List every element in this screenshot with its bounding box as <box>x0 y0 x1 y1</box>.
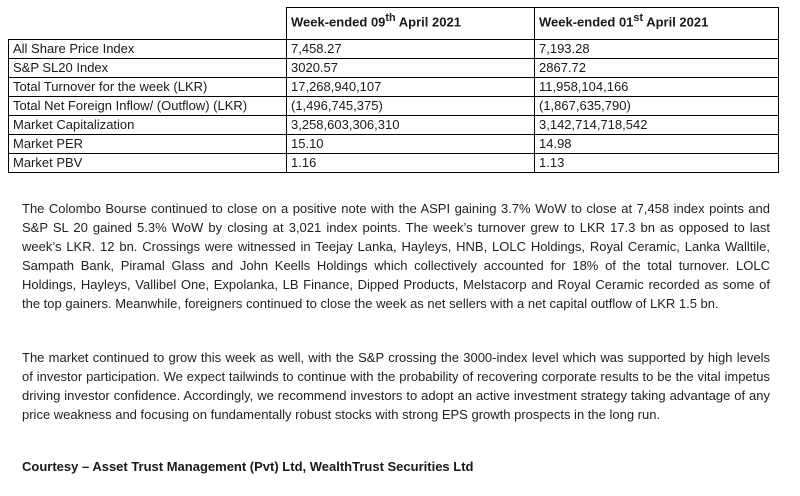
market-summary-table <box>8 7 779 173</box>
current-value: 7,458.27 <box>287 40 535 59</box>
previous-value: 14.98 <box>535 135 779 154</box>
header-previous-week: Week-ended 01st April 2021 <box>535 8 779 40</box>
table-row <box>9 116 779 135</box>
header-blank-cell <box>9 8 287 40</box>
table-header-row <box>9 8 779 40</box>
market-commentary-paragraph: The Colombo Bourse continued to close on a positive note with the ASPI gaining 3.7% WoW to close at 7,458 index points and S&P SL 20 gained 5.3% WoW by closing at 3,021 index points. The week’s turnover grew to LKR 17.3 bn as opposed to last week’s LKR. 12 bn. Crossings were witnessed in Teejay Lanka, Hayleys, HNB, LOLC Holdings, Royal Ceramic, Lanka Walltile, Sampath Bank, Piramal Glass and John Keells Holdings which collectively accounted for 18% of the total turnover. LOLC Holdings, Hayleys, Vallibel One, Expolanka, LB Finance, Dipped Products, Melstacorp and Royal Ceramic recorded as some of the top gainers. Meanwhile, foreigners continued to close the week as net sellers with a net capital outflow of LKR 1.5 bn. <box>22 201 770 311</box>
previous-value: (1,867,635,790) <box>535 97 779 116</box>
courtesy-line: Courtesy – Asset Trust Management (Pvt) Ltd, WealthTrust Securities Ltd <box>22 459 474 474</box>
table-row <box>9 97 779 116</box>
table-row <box>9 78 779 97</box>
current-value: 3020.57 <box>287 59 535 78</box>
table-row <box>9 135 779 154</box>
current-value: 15.10 <box>287 135 535 154</box>
table-row <box>9 40 779 59</box>
row-label: S&P SL20 Index <box>9 59 287 78</box>
row-label: Total Turnover for the week (LKR) <box>9 78 287 97</box>
row-label: Total Net Foreign Inflow/ (Outflow) (LKR) <box>9 97 287 116</box>
current-value: (1,496,745,375) <box>287 97 535 116</box>
previous-value: 11,958,104,166 <box>535 78 779 97</box>
row-label: All Share Price Index <box>9 40 287 59</box>
table-row <box>9 154 779 173</box>
table-row <box>9 59 779 78</box>
row-label: Market PBV <box>9 154 287 173</box>
row-label: Market PER <box>9 135 287 154</box>
market-outlook-paragraph: The market continued to grow this week as well, with the S&P crossing the 3000-index level which was supported by high levels of investor participation. We expect tailwinds to continue with the probability of recovering corporate results to be the vital impetus driving investor confidence. Accordingly, we recommend investors to adopt an active investment strategy taking advantage of any price weakness and focusing on fundamentally robust stocks with strong EPS growth prospects in the long run. <box>22 350 770 422</box>
current-value: 3,258,603,306,310 <box>287 116 535 135</box>
row-label: Market Capitalization <box>9 116 287 135</box>
previous-value: 3,142,714,718,542 <box>535 116 779 135</box>
previous-value: 2867.72 <box>535 59 779 78</box>
current-value: 17,268,940,107 <box>287 78 535 97</box>
current-value: 1.16 <box>287 154 535 173</box>
previous-value: 1.13 <box>535 154 779 173</box>
previous-value: 7,193.28 <box>535 40 779 59</box>
header-current-week: Week-ended 09th April 2021 <box>287 8 535 40</box>
